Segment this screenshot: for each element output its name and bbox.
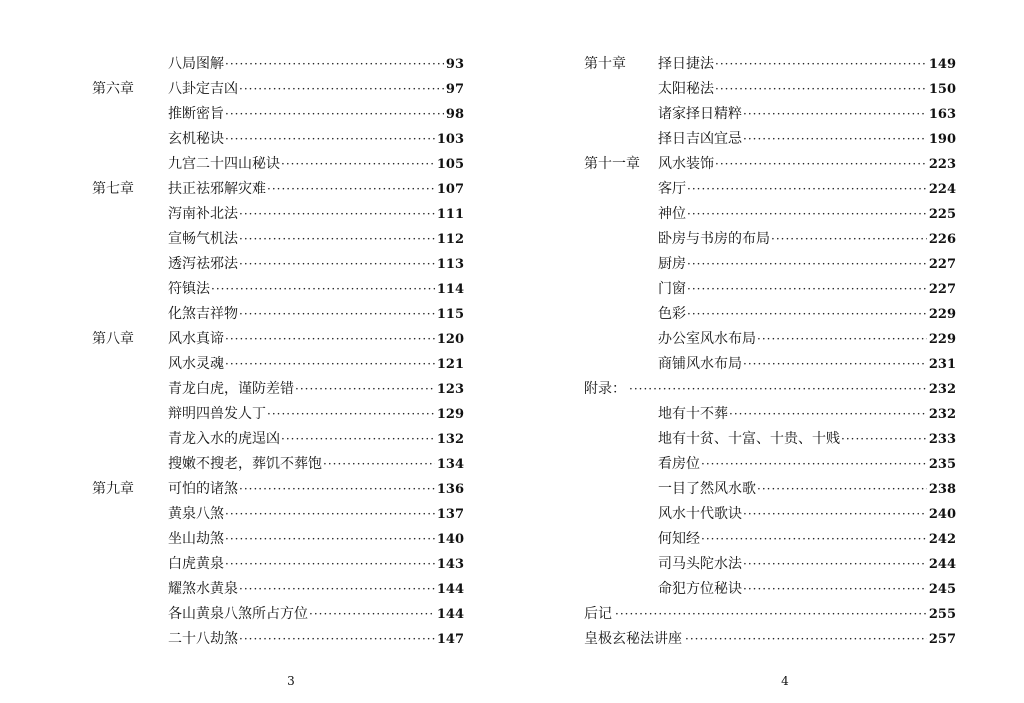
toc-entry (92, 502, 464, 527)
dot-leader (323, 452, 435, 477)
page-ref: 235 (928, 457, 956, 472)
page-number-right: 4 (781, 674, 789, 688)
entry-title: 白虎黄泉 (168, 556, 224, 572)
entry-title: 风水真谛 (168, 331, 224, 347)
toc-entry (92, 602, 464, 627)
right-page (512, 0, 1024, 703)
dot-leader (757, 477, 927, 502)
dot-leader (743, 127, 927, 152)
page-ref: 136 (436, 482, 464, 497)
dot-leader (225, 102, 444, 127)
dot-leader (225, 552, 435, 577)
toc-entry (584, 77, 956, 102)
entry-title: 地有十不葬 (658, 406, 728, 422)
toc-entry (584, 302, 956, 327)
toc-entry (584, 227, 956, 252)
page-ref: 144 (436, 582, 464, 597)
dot-leader (239, 477, 435, 502)
dot-leader (239, 302, 435, 327)
dot-leader (841, 427, 927, 452)
dot-leader (615, 602, 927, 627)
dot-leader (239, 202, 435, 227)
toc-entry (92, 527, 464, 552)
toc-entry (92, 227, 464, 252)
page-ref: 112 (436, 232, 464, 247)
entry-title: 择日吉凶宜忌 (658, 131, 742, 147)
chapter-label: 第八章 (92, 331, 134, 347)
entry-title: 各山黄泉八煞所占方位 (168, 606, 308, 622)
page-ref: 107 (436, 182, 464, 197)
dot-leader (743, 102, 927, 127)
page-ref: 232 (928, 382, 956, 397)
toc-entry (584, 502, 956, 527)
chapter-label: 第十一章 (584, 156, 640, 172)
entry-title: 玄机秘诀 (168, 131, 224, 147)
page-ref: 190 (928, 132, 956, 147)
entry-title: 八卦定吉凶 (168, 81, 238, 97)
entry-title: 宣畅气机法 (168, 231, 238, 247)
dot-leader (687, 252, 927, 277)
dot-leader (239, 577, 435, 602)
page-ref: 105 (436, 157, 464, 172)
page-ref: 137 (436, 507, 464, 522)
page-ref: 233 (928, 432, 956, 447)
toc-entry (584, 602, 956, 627)
dot-leader (687, 177, 927, 202)
dot-leader (771, 227, 927, 252)
toc-entry (584, 52, 956, 77)
dot-leader (239, 77, 444, 102)
chapter-label: 皇极玄秘法讲座 (584, 631, 682, 647)
dot-leader (281, 427, 435, 452)
toc-entry (584, 352, 956, 377)
toc-entry (584, 477, 956, 502)
page-ref: 143 (436, 557, 464, 572)
dot-leader (729, 402, 927, 427)
page-ref: 113 (436, 257, 464, 272)
page-ref: 257 (928, 632, 956, 647)
entry-title: 厨房 (658, 256, 686, 272)
entry-title: 太阳秘法 (658, 81, 714, 97)
page-ref: 224 (928, 182, 956, 197)
entry-title: 扶正祛邪解灾难 (168, 181, 266, 197)
entry-title: 泻南补北法 (168, 206, 238, 222)
dot-leader (757, 327, 927, 352)
toc-entry (584, 152, 956, 177)
toc-entry (92, 252, 464, 277)
dot-leader (295, 377, 435, 402)
chapter-label: 第十章 (584, 56, 626, 72)
page-ref: 150 (928, 82, 956, 97)
dot-leader (225, 352, 435, 377)
chapter-label: 第七章 (92, 181, 134, 197)
toc-entry (92, 377, 464, 402)
entry-title: 何知经 (658, 531, 700, 547)
page-ref: 103 (436, 132, 464, 147)
toc-entry (92, 552, 464, 577)
toc-entry (584, 377, 956, 402)
page-ref: 244 (928, 557, 956, 572)
page-ref: 240 (928, 507, 956, 522)
toc-entry (584, 252, 956, 277)
toc-entry (584, 202, 956, 227)
page-ref: 97 (445, 82, 464, 97)
dot-leader (701, 452, 927, 477)
page-ref: 245 (928, 582, 956, 597)
dot-leader (715, 52, 927, 77)
page-ref: 225 (928, 207, 956, 222)
page-ref: 149 (928, 57, 956, 72)
entry-title: 黄泉八煞 (168, 506, 224, 522)
dot-leader (743, 577, 927, 602)
entry-title: 八局图解 (168, 56, 224, 72)
entry-title: 办公室风水布局 (658, 331, 756, 347)
toc-entry (92, 402, 464, 427)
dot-leader (743, 502, 927, 527)
entry-title: 推断密旨 (168, 106, 224, 122)
dot-leader (267, 402, 435, 427)
page-ref: 123 (436, 382, 464, 397)
toc-entry (92, 177, 464, 202)
page-ref: 242 (928, 532, 956, 547)
page-ref: 98 (445, 107, 464, 122)
dot-leader (743, 552, 927, 577)
toc-entry (92, 427, 464, 452)
toc-entry (92, 52, 464, 77)
toc-entry (584, 552, 956, 577)
toc-entry (584, 127, 956, 152)
entry-title: 化煞吉祥物 (168, 306, 238, 322)
dot-leader (239, 252, 435, 277)
page-ref: 238 (928, 482, 956, 497)
dot-leader (687, 302, 927, 327)
page-ref: 132 (436, 432, 464, 447)
page-ref: 140 (436, 532, 464, 547)
entry-title: 门窗 (658, 281, 686, 297)
page-ref: 255 (928, 607, 956, 622)
dot-leader (281, 152, 435, 177)
chapter-label: 后记 (584, 606, 612, 622)
dot-leader (225, 127, 435, 152)
toc-entry (92, 202, 464, 227)
page-ref: 134 (436, 457, 464, 472)
entry-title: 卧房与书房的布局 (658, 231, 770, 247)
dot-leader (701, 527, 927, 552)
toc-entry (584, 102, 956, 127)
toc-entry (584, 277, 956, 302)
dot-leader (239, 227, 435, 252)
entry-title: 风水装饰 (658, 156, 714, 172)
entry-title: 客厅 (658, 181, 686, 197)
page-ref: 223 (928, 157, 956, 172)
toc-entry (584, 527, 956, 552)
dot-leader (685, 627, 927, 652)
toc-entry (584, 177, 956, 202)
dot-leader (225, 327, 435, 352)
chapter-label: 第九章 (92, 481, 134, 497)
entry-title: 可怕的诸煞 (168, 481, 238, 497)
toc-entry (92, 277, 464, 302)
chapter-label: 第六章 (92, 81, 134, 97)
entry-title: 商铺风水布局 (658, 356, 742, 372)
dot-leader (211, 277, 435, 302)
entry-title: 司马头陀水法 (658, 556, 742, 572)
entry-title: 一目了然风水歌 (658, 481, 756, 497)
page-ref: 227 (928, 282, 956, 297)
page-ref: 121 (436, 357, 464, 372)
entry-title: 地有十贫、十富、十贵、十贱 (658, 431, 840, 447)
entry-title: 符镇法 (168, 281, 210, 297)
dot-leader (225, 527, 435, 552)
dot-leader (715, 152, 927, 177)
dot-leader (239, 627, 435, 652)
page-ref: 147 (436, 632, 464, 647)
entry-title: 辩明四兽发人丁 (168, 406, 266, 422)
dot-leader (267, 177, 435, 202)
chapter-label: 附录： (584, 381, 626, 397)
dot-leader (309, 602, 435, 627)
page-ref: 232 (928, 407, 956, 422)
page-ref: 229 (928, 307, 956, 322)
toc-entry (92, 452, 464, 477)
entry-title: 透泻祛邪法 (168, 256, 238, 272)
page-ref: 114 (436, 282, 464, 297)
toc-entry (92, 302, 464, 327)
toc-entry (92, 77, 464, 102)
entry-title: 看房位 (658, 456, 700, 472)
dot-leader (687, 202, 927, 227)
toc-entry (92, 127, 464, 152)
entry-title: 择日捷法 (658, 56, 714, 72)
toc-entry (92, 577, 464, 602)
entry-title: 诸家择日精粹 (658, 106, 742, 122)
entry-title: 九宫二十四山秘诀 (168, 156, 280, 172)
page-ref: 111 (436, 207, 464, 222)
toc-entry (92, 627, 464, 652)
page-ref: 231 (928, 357, 956, 372)
page-ref: 144 (436, 607, 464, 622)
entry-title: 青龙入水的虎逞凶 (168, 431, 280, 447)
entry-title: 命犯方位秘诀 (658, 581, 742, 597)
page-ref: 226 (928, 232, 956, 247)
dot-leader (715, 77, 927, 102)
entry-title: 搜嫩不搜老，葬饥不葬饱 (168, 456, 322, 472)
page-number-left: 3 (287, 674, 295, 688)
toc-entry (92, 102, 464, 127)
page-ref: 115 (436, 307, 464, 322)
toc-entry (92, 477, 464, 502)
toc-entry (92, 152, 464, 177)
entry-title: 青龙白虎，谨防差错 (168, 381, 294, 397)
entry-title: 耀煞水黄泉 (168, 581, 238, 597)
dot-leader (225, 52, 444, 77)
toc-entry (584, 402, 956, 427)
page-ref: 229 (928, 332, 956, 347)
dot-leader (225, 502, 435, 527)
toc-entry (584, 452, 956, 477)
page-ref: 163 (928, 107, 956, 122)
toc-entry (584, 577, 956, 602)
dot-leader (629, 377, 927, 402)
entry-title: 神位 (658, 206, 686, 222)
entry-title: 二十八劫煞 (168, 631, 238, 647)
dot-leader (687, 277, 927, 302)
toc-entry (92, 327, 464, 352)
page-ref: 129 (436, 407, 464, 422)
entry-title: 坐山劫煞 (168, 531, 224, 547)
entry-title: 风水十代歌诀 (658, 506, 742, 522)
page-ref: 227 (928, 257, 956, 272)
entry-title: 风水灵魂 (168, 356, 224, 372)
page-ref: 120 (436, 332, 464, 347)
toc-entry (584, 627, 956, 652)
dot-leader (743, 352, 927, 377)
entry-title: 色彩 (658, 306, 686, 322)
toc-entry (584, 327, 956, 352)
toc-entry (92, 352, 464, 377)
toc-entry (584, 427, 956, 452)
page-ref: 93 (445, 57, 464, 72)
